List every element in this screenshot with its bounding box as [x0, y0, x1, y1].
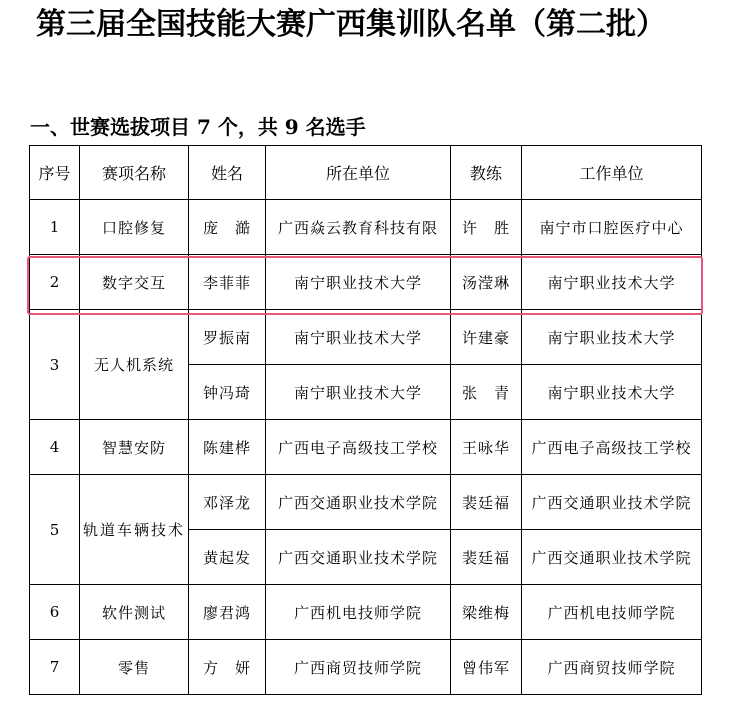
cell-no: 7	[30, 640, 80, 695]
header-no: 序号	[30, 146, 80, 200]
cell-name: 庞 澔	[189, 200, 266, 255]
cell-name: 方 妍	[189, 640, 266, 695]
cell-event: 口腔修复	[80, 200, 189, 255]
table-row	[30, 310, 702, 365]
cell-coach: 张 青	[451, 365, 522, 420]
table-row	[30, 420, 702, 475]
cell-event: 零售	[80, 640, 189, 695]
table-row	[30, 640, 702, 695]
cell-name: 陈建桦	[189, 420, 266, 475]
cell-coach: 汤滢琳	[451, 255, 522, 310]
cell-event: 智慧安防	[80, 420, 189, 475]
cell-name: 邓泽龙	[189, 475, 266, 530]
cell-org: 南宁职业技术大学	[266, 255, 451, 310]
cell-no: 1	[30, 200, 80, 255]
cell-coach: 许建豪	[451, 310, 522, 365]
cell-event: 无人机系统	[80, 310, 189, 420]
cell-event: 软件测试	[80, 585, 189, 640]
cell-name: 李菲菲	[189, 255, 266, 310]
cell-coach: 曾伟军	[451, 640, 522, 695]
document-title: 第三届全国技能大赛广西集训队名单（第二批）	[36, 7, 666, 42]
cell-coach-org: 广西交通职业技术学院	[522, 475, 702, 530]
table-row	[30, 200, 702, 255]
header-coach-org: 工作单位	[522, 146, 702, 200]
cell-coach-org: 广西交通职业技术学院	[522, 530, 702, 585]
cell-event: 数字交互	[80, 255, 189, 310]
cell-org: 广西交通职业技术学院	[266, 530, 451, 585]
cell-org: 广西商贸技师学院	[266, 640, 451, 695]
cell-coach: 梁维梅	[451, 585, 522, 640]
header-event: 赛项名称	[80, 146, 189, 200]
cell-coach-org: 广西机电技师学院	[522, 585, 702, 640]
cell-org: 广西电子高级技工学校	[266, 420, 451, 475]
cell-coach: 裴廷福	[451, 475, 522, 530]
cell-no: 2	[30, 255, 80, 310]
section-heading: 一、世赛选拔项目 7 个，共 9 名选手	[30, 115, 366, 139]
cell-org: 广西焱云教育科技有限	[266, 200, 451, 255]
table-header-row	[30, 146, 702, 200]
cell-coach-org: 南宁市口腔医疗中心	[522, 200, 702, 255]
cell-org: 广西交通职业技术学院	[266, 475, 451, 530]
cell-event: 轨道车辆技术	[80, 475, 189, 585]
cell-coach-org: 广西商贸技师学院	[522, 640, 702, 695]
cell-org: 广西机电技师学院	[266, 585, 451, 640]
cell-org: 南宁职业技术大学	[266, 310, 451, 365]
header-coach: 教练	[451, 146, 522, 200]
cell-name: 廖君鸿	[189, 585, 266, 640]
cell-coach: 裴廷福	[451, 530, 522, 585]
cell-coach: 王咏华	[451, 420, 522, 475]
cell-name: 罗振南	[189, 310, 266, 365]
cell-name: 钟冯琦	[189, 365, 266, 420]
cell-org: 南宁职业技术大学	[266, 365, 451, 420]
table-row	[30, 585, 702, 640]
cell-coach: 许 胜	[451, 200, 522, 255]
cell-coach-org: 南宁职业技术大学	[522, 365, 702, 420]
cell-name: 黄起发	[189, 530, 266, 585]
table-row	[30, 255, 702, 310]
table-row	[30, 475, 702, 530]
cell-no: 3	[30, 310, 80, 420]
cell-no: 4	[30, 420, 80, 475]
cell-coach-org: 广西电子高级技工学校	[522, 420, 702, 475]
header-org: 所在单位	[266, 146, 451, 200]
cell-no: 5	[30, 475, 80, 585]
cell-coach-org: 南宁职业技术大学	[522, 255, 702, 310]
cell-no: 6	[30, 585, 80, 640]
cell-coach-org: 南宁职业技术大学	[522, 310, 702, 365]
header-name: 姓名	[189, 146, 266, 200]
roster-table	[29, 145, 702, 695]
